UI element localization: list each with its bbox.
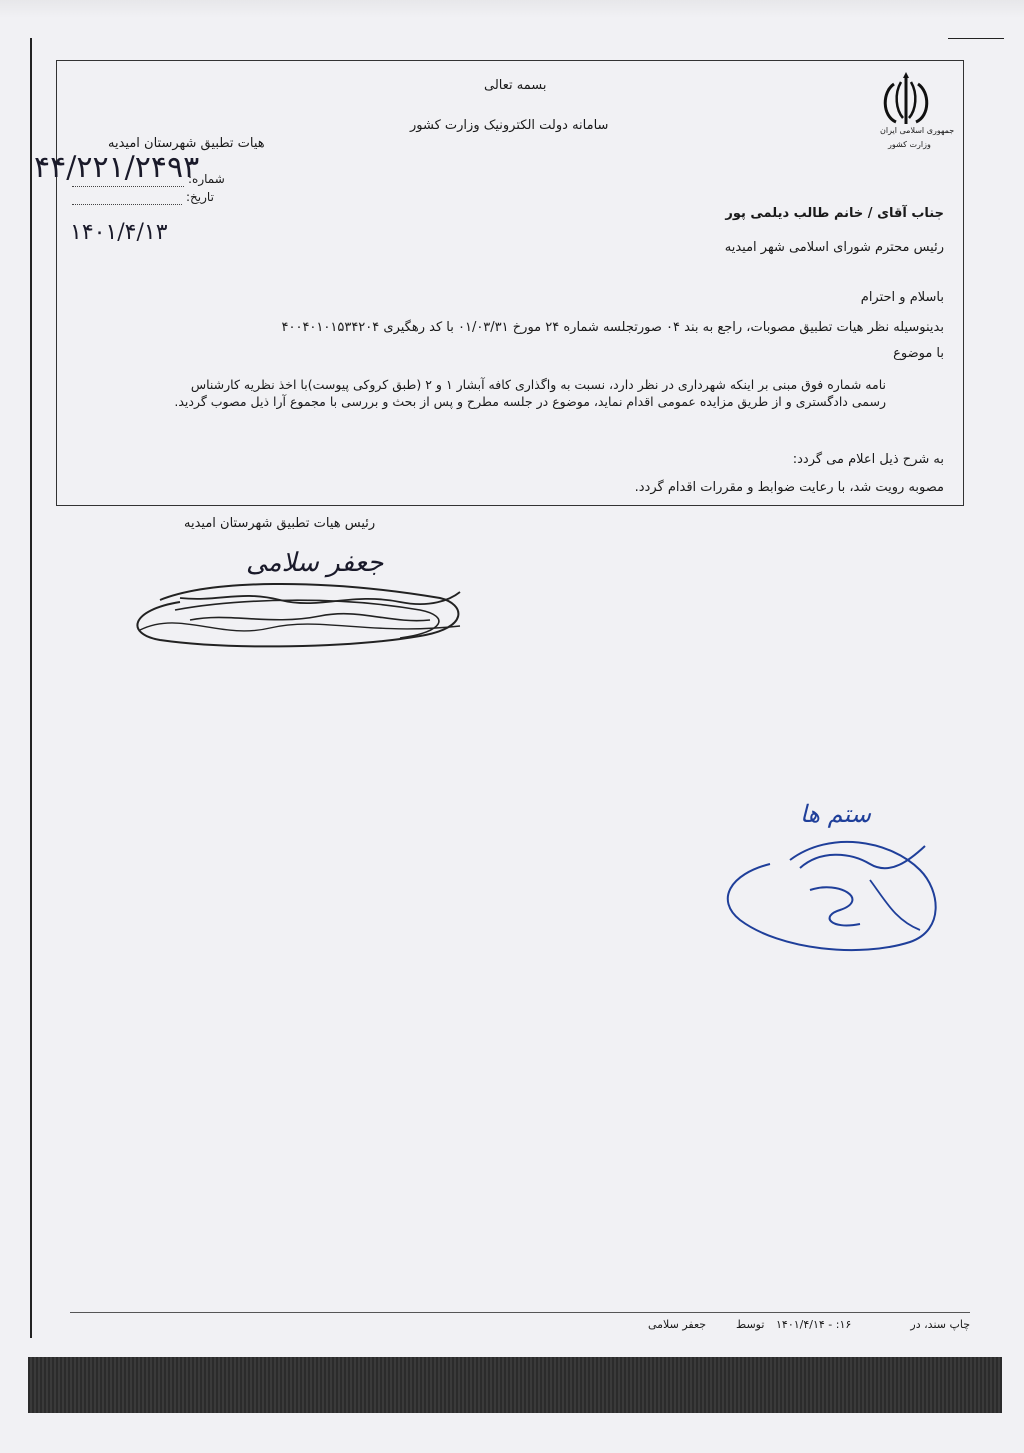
footer-print-label: چاپ سند، در (910, 1318, 970, 1331)
scan-border-bar (28, 1357, 1002, 1413)
blue-signature-icon (720, 790, 945, 960)
footer-by-label: توسط (736, 1318, 765, 1331)
intro-line: بدینوسیله نظر هیات تطبیق مصوبات، راجع به بند ۰۴ صورتجلسه شماره ۲۴ مورخ ۰۱/۰۳/۳۱ با کد رهگیری ۴۰۰۴۰۱۰۱۵۳۴۲۰۴ (281, 320, 944, 335)
signature-title: رئیس هیات تطبیق شهرستان امیدیه (184, 516, 376, 531)
basmala: بسمه تعالی (484, 78, 547, 93)
footer-print-time: ۱۶: - ۱۴۰۱/۴/۱۴ (776, 1318, 852, 1331)
scan-edge (0, 0, 1024, 18)
date-dots (72, 204, 182, 205)
emblem-caption-1: جمهوری اسلامی ایران (880, 126, 955, 135)
recipient-title: رئیس محترم شورای اسلامی شهر امیدیه (724, 240, 944, 255)
board-name: هیات تطبیق شهرستان امیدیه (108, 136, 265, 151)
top-right-rule (948, 38, 1004, 39)
number-label: شماره: (188, 172, 225, 186)
signature-scribble-icon (120, 540, 480, 660)
letter-number-handwritten: ۴۴/۲۲۱/۲۴۹۳ (34, 150, 200, 185)
left-margin-line (30, 38, 32, 1338)
recipient-salutation: جناب آقای / خانم طالب دیلمی پور (725, 206, 944, 221)
decision-line: مصوبه رویت شد، با رعایت ضوابط و مقررات اقدام گردد. (634, 480, 944, 495)
number-dots (72, 186, 184, 187)
footer-rule (70, 1312, 970, 1313)
footer-printed-by: جعفر سلامی (648, 1318, 707, 1331)
subject-text: نامه شماره فوق مبنی بر اینکه شهرداری در نظر دارد، نسبت به واگذاری کافه آبشار ۱ و ۲ (طبق کروکی پیوست)با اخذ نظریه کارشناس رسمی دادگستری و از طریق مزایده عمومی اقدام نماید، موضوع در جلسه مطرح و پس از بحث و بررسی با مجموع آرا ذیل مصوب گردید. (174, 377, 886, 409)
subject-label: با موضوع (893, 346, 944, 361)
handwritten-note: ستم ها (800, 800, 871, 828)
announce-line: به شرح ذیل اعلام می گردد: (792, 452, 944, 467)
date-label: تاریخ: (186, 190, 214, 204)
system-title: سامانه دولت الکترونیک وزارت کشور (410, 118, 609, 133)
signature-name-handwritten: جعفر سلامی (246, 548, 384, 578)
greeting: باسلام و احترام (860, 290, 944, 305)
emblem-caption-2: وزارت کشور (888, 140, 931, 149)
letter-date-handwritten: ۱۴۰۱/۴/۱۳ (70, 220, 168, 245)
